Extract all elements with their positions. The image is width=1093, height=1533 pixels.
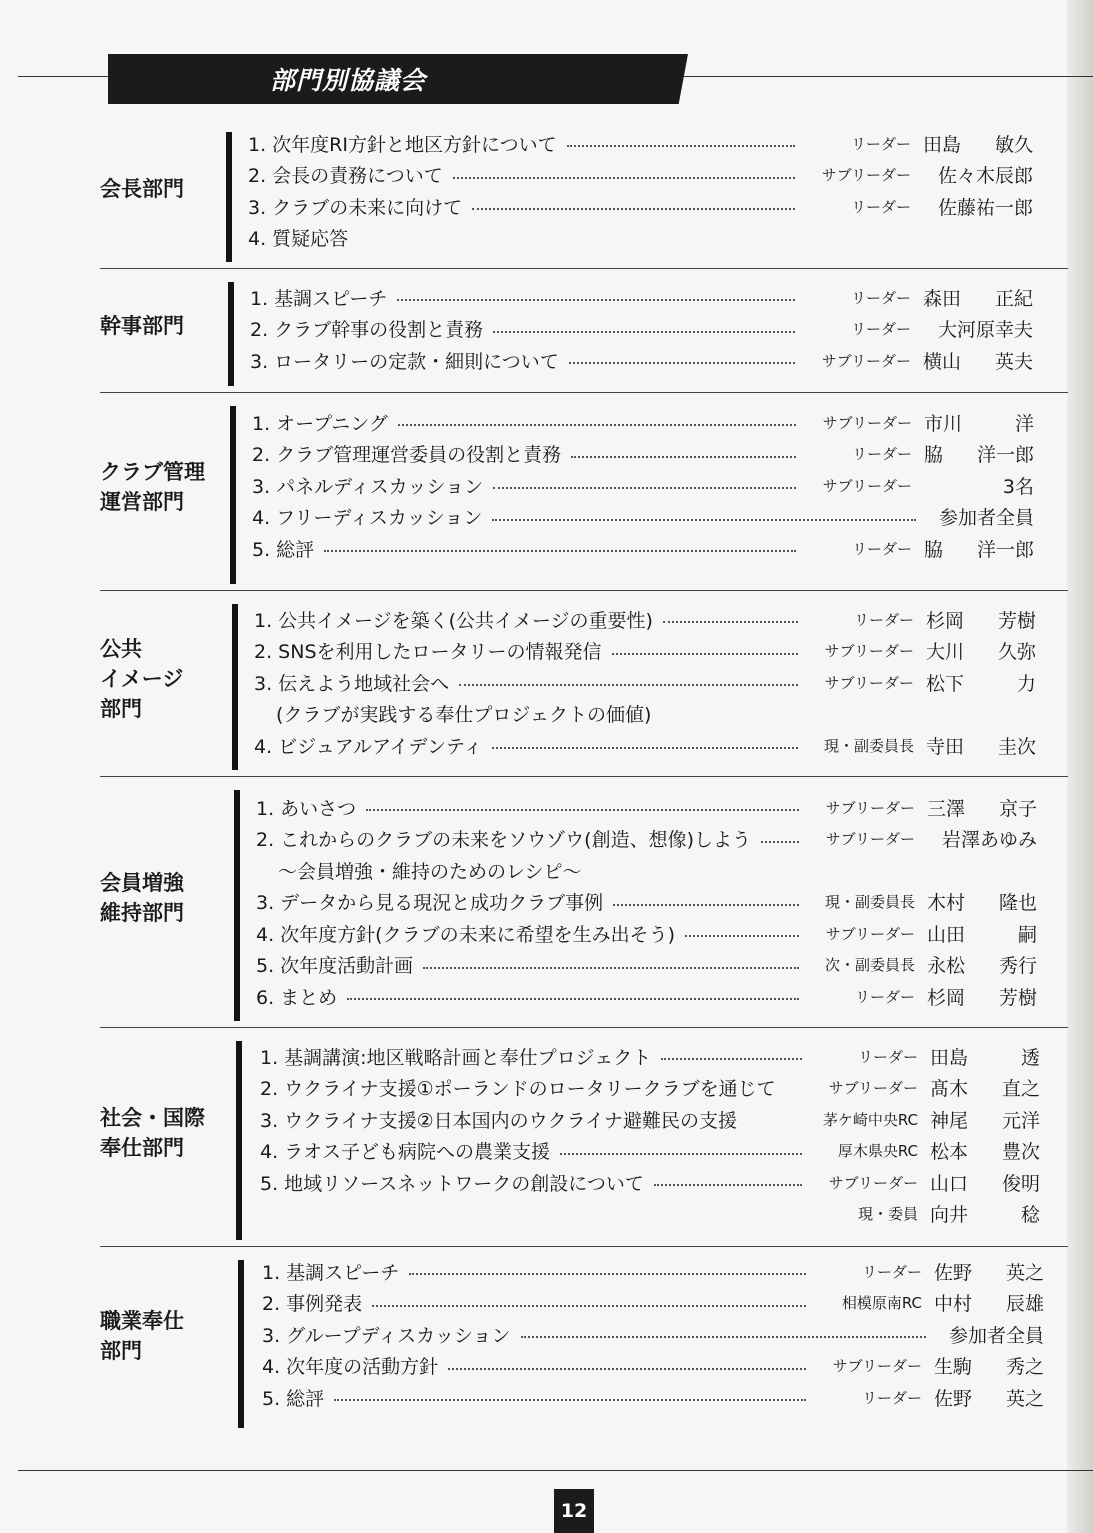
presenter-name-part: 松下 [926, 672, 965, 695]
agenda-item [262, 1256, 1044, 1286]
agenda-item [260, 1041, 1040, 1071]
dot-leader [571, 456, 796, 458]
section-bar [228, 282, 234, 386]
dot-leader [761, 841, 799, 843]
agenda-presenter-name [934, 1384, 1044, 1411]
department-label-line: 運営部門 [100, 490, 184, 514]
presenter-name-part: 圭次 [997, 735, 1036, 758]
agenda-role: リーダー [850, 288, 911, 307]
dot-leader [459, 684, 798, 686]
agenda-item-text: ～会員増強・維持のためのレシピ～ [278, 860, 582, 883]
agenda-item-text: 1. あいさつ [256, 797, 357, 820]
agenda-role: リーダー [850, 320, 911, 338]
agenda-presenter-name [923, 347, 1033, 374]
department-label [100, 1103, 224, 1163]
agenda-item-text: 5. 次年度活動計画 [256, 955, 414, 977]
department-label [100, 868, 224, 928]
agenda-role: 現・副委員長 [823, 736, 914, 755]
dot-leader [493, 487, 796, 489]
agenda-item [254, 636, 1036, 666]
agenda-item-text: 1. 基調スピーチ [250, 287, 388, 310]
dot-leader [366, 809, 799, 811]
agenda-item [254, 667, 1036, 697]
agenda-presenter-name [924, 503, 1034, 530]
agenda-role: 現・副委員長 [824, 893, 915, 911]
department-label-line: イメージ [100, 667, 184, 691]
agenda-role: サブリーダー [825, 798, 915, 817]
department-label [100, 311, 224, 341]
agenda-item-text: 2. ウクライナ支援①ポーランドのロータリークラブを通じて [260, 1078, 776, 1100]
section-divider [100, 590, 1068, 591]
agenda-item [260, 1199, 1040, 1229]
department-label-line: 会員増強 [100, 870, 184, 895]
agenda-role: サブリーダー [825, 924, 915, 943]
agenda-item [250, 345, 1033, 375]
section-bar [230, 406, 236, 584]
agenda-presenter-name [924, 409, 1034, 436]
agenda-item [260, 1073, 1040, 1103]
presenter-name-part: 向井 [930, 1204, 969, 1226]
agenda-presenter-name [926, 732, 1036, 759]
agenda-presenter-name [934, 1258, 1044, 1285]
presenter-name-part: 芳樹 [997, 609, 1036, 632]
section-divider [100, 1246, 1068, 1247]
department-label-line: 職業奉仕 [100, 1309, 184, 1333]
presenter-name-part: 参加者全員 [948, 1324, 1044, 1347]
presenter-name-part: 辰雄 [1005, 1293, 1044, 1315]
dot-leader [334, 1399, 806, 1401]
dot-leader [347, 998, 799, 1000]
agenda-item [252, 470, 1034, 500]
section-bar [236, 1041, 242, 1240]
agenda-role: 次・副委員長 [824, 956, 915, 974]
presenter-name-part: 洋一郎 [976, 444, 1034, 466]
agenda-item [256, 887, 1037, 917]
presenter-name-part: 豊次 [1001, 1141, 1040, 1163]
agenda-presenter-name [923, 193, 1033, 220]
agenda-presenter-name [934, 1321, 1044, 1348]
presenter-name-part: 透 [1020, 1046, 1040, 1069]
presenter-name-part: 洋 [1014, 412, 1034, 435]
agenda-presenter-name [930, 1106, 1040, 1133]
agenda-item-text: 3. 伝えよう地域社会へ [254, 672, 450, 695]
agenda-item [256, 981, 1037, 1011]
agenda-item-text: 2. クラブ管理運営委員の役割と責務 [252, 444, 562, 466]
presenter-name-part: 生駒 [934, 1356, 973, 1378]
agenda-item-text: (クラブが実践する奉仕プロジェクトの価値) [276, 704, 652, 726]
agenda-item [256, 918, 1037, 948]
dot-leader [372, 1305, 806, 1307]
dot-leader [397, 299, 795, 301]
agenda-presenter-name [927, 825, 1037, 852]
department-label-line: 幹事部門 [100, 314, 184, 338]
dot-leader [685, 935, 799, 937]
dot-leader [613, 904, 799, 906]
agenda-item-text: 1. 次年度RI方針と地区方針について [248, 133, 557, 156]
agenda-item [250, 282, 1033, 312]
agenda-item [262, 1319, 1044, 1349]
agenda-role: リーダー [850, 134, 911, 153]
presenter-name-part: 稔 [1020, 1204, 1040, 1226]
dot-leader [492, 747, 798, 749]
agenda-role: 茅ケ崎中央RC [822, 1110, 918, 1129]
department-label [100, 634, 224, 724]
agenda-item [248, 160, 1033, 190]
presenter-name-part: 脇 [924, 444, 944, 466]
agenda-role: サブリーダー [832, 1357, 922, 1375]
agenda-role: サブリーダー [828, 1079, 918, 1097]
agenda-presenter-name [930, 1043, 1040, 1070]
agenda-presenter-name [927, 794, 1037, 821]
presenter-name-part: 髙木 [930, 1078, 969, 1100]
agenda-item-text: 1. 公共イメージを築く(公共イメージの重要性) [254, 609, 653, 632]
agenda-item-text: 6. まとめ [256, 986, 338, 1009]
agenda-item-text: 3. パネルディスカッション [252, 475, 484, 498]
agenda-presenter-name [930, 1074, 1040, 1101]
agenda-presenter-name [924, 472, 1034, 499]
section-divider [100, 392, 1068, 393]
presenter-name-part: 力 [1016, 672, 1036, 695]
agenda-role: リーダー [854, 987, 915, 1006]
agenda-presenter-name [930, 1137, 1040, 1164]
presenter-name-part: 大川 [926, 641, 965, 663]
agenda-presenter-name [923, 130, 1033, 157]
agenda-item [262, 1382, 1044, 1412]
agenda-item-text: 4. ビジュアルアイデンティ [254, 735, 483, 758]
presenter-name-part: 脇 [924, 538, 944, 561]
presenter-name-part: 英夫 [994, 350, 1033, 373]
section-bar [238, 1260, 244, 1428]
agenda-role: 現・委員 [857, 1205, 918, 1223]
presenter-name-part: 杉岡 [927, 986, 966, 1009]
agenda-item [252, 439, 1034, 469]
presenter-name-part: 元洋 [1001, 1109, 1040, 1132]
presenter-name-part: 英之 [1005, 1261, 1044, 1284]
agenda-role: サブリーダー [822, 413, 912, 432]
presenter-name-part: 3名 [1002, 475, 1034, 498]
agenda-item-text: 2. クラブ幹事の役割と責務 [250, 319, 484, 341]
department-label-line: 社会・国際 [100, 1105, 205, 1130]
section-divider [100, 776, 1068, 777]
agenda-item-text: 2. 事例発表 [262, 1293, 363, 1315]
agenda-item [256, 950, 1037, 980]
agenda-item-text: 4. フリーディスカッション [252, 507, 483, 529]
agenda-item [252, 533, 1034, 563]
agenda-item-text: 1. 基調スピーチ [262, 1261, 400, 1284]
page-number: 12 [554, 1489, 594, 1533]
presenter-name-part: 秀行 [998, 955, 1037, 977]
agenda-role: サブリーダー [821, 351, 911, 370]
presenter-name-part: 俊明 [1001, 1172, 1040, 1195]
agenda-role: サブリーダー [828, 1173, 918, 1192]
presenter-name-part: 田島 [930, 1046, 969, 1069]
agenda-presenter-name [926, 669, 1036, 696]
agenda-presenter-name [926, 606, 1036, 633]
agenda-role: リーダー [851, 539, 912, 558]
agenda-item [248, 128, 1033, 158]
agenda-item [260, 1167, 1040, 1197]
agenda-role: 厚木県央RC [837, 1142, 918, 1160]
agenda-role: サブリーダー [824, 642, 914, 660]
department-label-line: 奉仕部門 [100, 1135, 184, 1160]
dot-leader [567, 145, 795, 147]
presenter-name-part: 松本 [930, 1141, 969, 1163]
agenda-presenter-name [926, 637, 1036, 664]
agenda-role: 相模原南RC [841, 1294, 922, 1312]
section-divider [100, 1027, 1068, 1028]
agenda-presenter-name [930, 1200, 1040, 1227]
section-bar [226, 132, 232, 262]
department-label [100, 457, 224, 517]
presenter-name-part: 佐藤祐一郎 [937, 196, 1033, 219]
dot-leader [492, 519, 916, 521]
agenda-presenter-name [927, 888, 1037, 915]
presenter-name-part: 中村 [934, 1293, 973, 1315]
presenter-name-part: 田島 [923, 133, 962, 156]
agenda-item-text: 3. グループディスカッション [262, 1324, 511, 1347]
agenda-item-text: 4. 次年度方針(クラブの未来に希望を生み出そう) [256, 923, 675, 946]
dot-leader [521, 1336, 926, 1338]
presenter-name-part: 佐々木辰郎 [937, 165, 1033, 187]
agenda-item-text: 1. オープニング [252, 412, 388, 435]
agenda-item-text: 2. これからのクラブの未来をソウゾウ(創造、想像)しよう [256, 829, 751, 851]
agenda-item-text: 3. ロータリーの定款・細則について [250, 350, 559, 373]
agenda-item-text: 2. 会長の責務について [248, 165, 443, 187]
agenda-item [262, 1288, 1044, 1318]
agenda-item [256, 824, 1037, 854]
section-bar [232, 604, 238, 770]
page-edge-shadow [1067, 0, 1093, 1533]
department-label-line: 部門 [100, 1339, 142, 1363]
presenter-name-part: 京子 [998, 797, 1037, 820]
agenda-presenter-name [927, 920, 1037, 947]
dot-leader [448, 1368, 806, 1370]
agenda-item-text: 1. 基調講演:地区戦略計画と奉仕プロジェクト [260, 1046, 652, 1069]
agenda-item-text: 4. ラオス子ども病院への農業支援 [260, 1141, 550, 1163]
dot-leader [493, 331, 795, 333]
presenter-name-part: 横山 [923, 350, 962, 373]
department-label-line: 会長部門 [100, 177, 184, 201]
dot-leader [423, 967, 799, 969]
agenda-item [254, 604, 1036, 634]
agenda-item [262, 1351, 1044, 1381]
dot-leader [324, 550, 796, 552]
agenda-item-text: 2. SNSを利用したロータリーの情報発信 [254, 641, 602, 663]
presenter-name-part: 岩澤あゆみ [941, 829, 1037, 851]
agenda-role: リーダー [861, 1388, 922, 1407]
presenter-name-part: 洋一郎 [976, 538, 1034, 561]
agenda-item [248, 191, 1033, 221]
agenda-item-text: 5. 総評 [252, 538, 315, 561]
dot-leader [409, 1273, 806, 1275]
agenda-presenter-name [923, 161, 1033, 188]
presenter-name-part: 山口 [930, 1172, 969, 1195]
agenda-item [248, 223, 1033, 253]
agenda-role: リーダー [853, 610, 914, 629]
agenda-item-continuation [256, 855, 1059, 885]
presenter-name-part: 山田 [927, 923, 966, 946]
agenda-item [256, 792, 1037, 822]
section-divider [100, 268, 1068, 269]
presenter-name-part: 嗣 [1017, 923, 1037, 946]
agenda-role: サブリーダー [821, 166, 911, 184]
agenda-presenter-name [924, 535, 1034, 562]
agenda-item-text: 5. 総評 [262, 1387, 325, 1410]
agenda-role: リーダー [857, 1047, 918, 1066]
agenda-item-text: 5. 地域リソースネットワークの創設について [260, 1172, 644, 1195]
agenda-role: サブリーダー [824, 673, 914, 692]
bottom-rule [18, 1470, 1093, 1471]
presenter-name-part: 三澤 [927, 797, 966, 820]
presenter-name-part: 隆也 [998, 892, 1037, 914]
agenda-presenter-name [930, 1169, 1040, 1196]
presenter-name-part: 森田 [923, 287, 962, 310]
presenter-name-part: 永松 [927, 955, 966, 977]
agenda-item [260, 1136, 1040, 1166]
agenda-role: リーダー [861, 1262, 922, 1281]
agenda-item-text: 4. 質疑応答 [248, 228, 349, 250]
agenda-item [252, 502, 1034, 532]
presenter-name-part: 直之 [1001, 1078, 1040, 1100]
dot-leader [612, 653, 798, 655]
agenda-item [254, 730, 1036, 760]
dot-leader [661, 1058, 802, 1060]
agenda-presenter-name [934, 1289, 1044, 1316]
dot-leader [472, 208, 795, 210]
presenter-name-part: 参加者全員 [938, 507, 1034, 529]
presenter-name-part: 佐野 [934, 1261, 973, 1284]
agenda-item-text: 3. ウクライナ支援②日本国内のウクライナ避難民の支援 [260, 1109, 738, 1132]
presenter-name-part: 佐野 [934, 1387, 973, 1410]
department-label [100, 174, 224, 204]
agenda-presenter-name [923, 284, 1033, 311]
agenda-presenter-name [923, 315, 1033, 342]
presenter-name-part: 杉岡 [926, 609, 965, 632]
page-title: 部門別協議会 [269, 66, 426, 95]
dot-leader [560, 1153, 802, 1155]
agenda-presenter-name [934, 1352, 1044, 1379]
presenter-name-part: 寺田 [926, 735, 965, 758]
presenter-name-part: 敏久 [994, 133, 1033, 156]
agenda-role: サブリーダー [825, 830, 915, 848]
presenter-name-part: 芳樹 [998, 986, 1037, 1009]
agenda-presenter-name [927, 983, 1037, 1010]
department-label-line: 公共 [100, 637, 142, 661]
department-label-line: クラブ管理 [100, 460, 205, 484]
presenter-name-part: 英之 [1005, 1387, 1044, 1410]
dot-leader [398, 424, 796, 426]
agenda-item [250, 314, 1033, 344]
presenter-name-part: 大河原幸夫 [937, 319, 1033, 341]
dot-leader [654, 1184, 802, 1186]
presenter-name-part: 市川 [924, 412, 963, 435]
presenter-name-part: 久弥 [997, 641, 1036, 663]
presenter-name-part: 木村 [927, 892, 966, 914]
agenda-item-text: 4. 次年度の活動方針 [262, 1356, 439, 1378]
agenda-role: リーダー [851, 445, 912, 463]
presenter-name-part: 秀之 [1005, 1356, 1044, 1378]
agenda-presenter-name [927, 951, 1037, 978]
agenda-item [260, 1104, 1040, 1134]
presenter-name-part: 神尾 [930, 1109, 969, 1132]
agenda-item [252, 407, 1034, 437]
department-label-line: 部門 [100, 697, 142, 721]
dot-leader [453, 177, 795, 179]
agenda-item-continuation [254, 699, 1058, 729]
dot-leader [663, 621, 798, 623]
agenda-role: サブリーダー [822, 476, 912, 495]
dot-leader [569, 362, 795, 364]
agenda-item-text: 3. データから見る現況と成功クラブ事例 [256, 892, 604, 914]
department-label-line: 維持部門 [100, 900, 184, 925]
agenda-role: リーダー [850, 197, 911, 216]
presenter-name-part: 正紀 [994, 287, 1033, 310]
agenda-presenter-name [924, 440, 1034, 467]
department-label [100, 1306, 224, 1366]
agenda-item-text: 3. クラブの未来に向けて [248, 196, 463, 219]
section-bar [234, 790, 240, 1021]
